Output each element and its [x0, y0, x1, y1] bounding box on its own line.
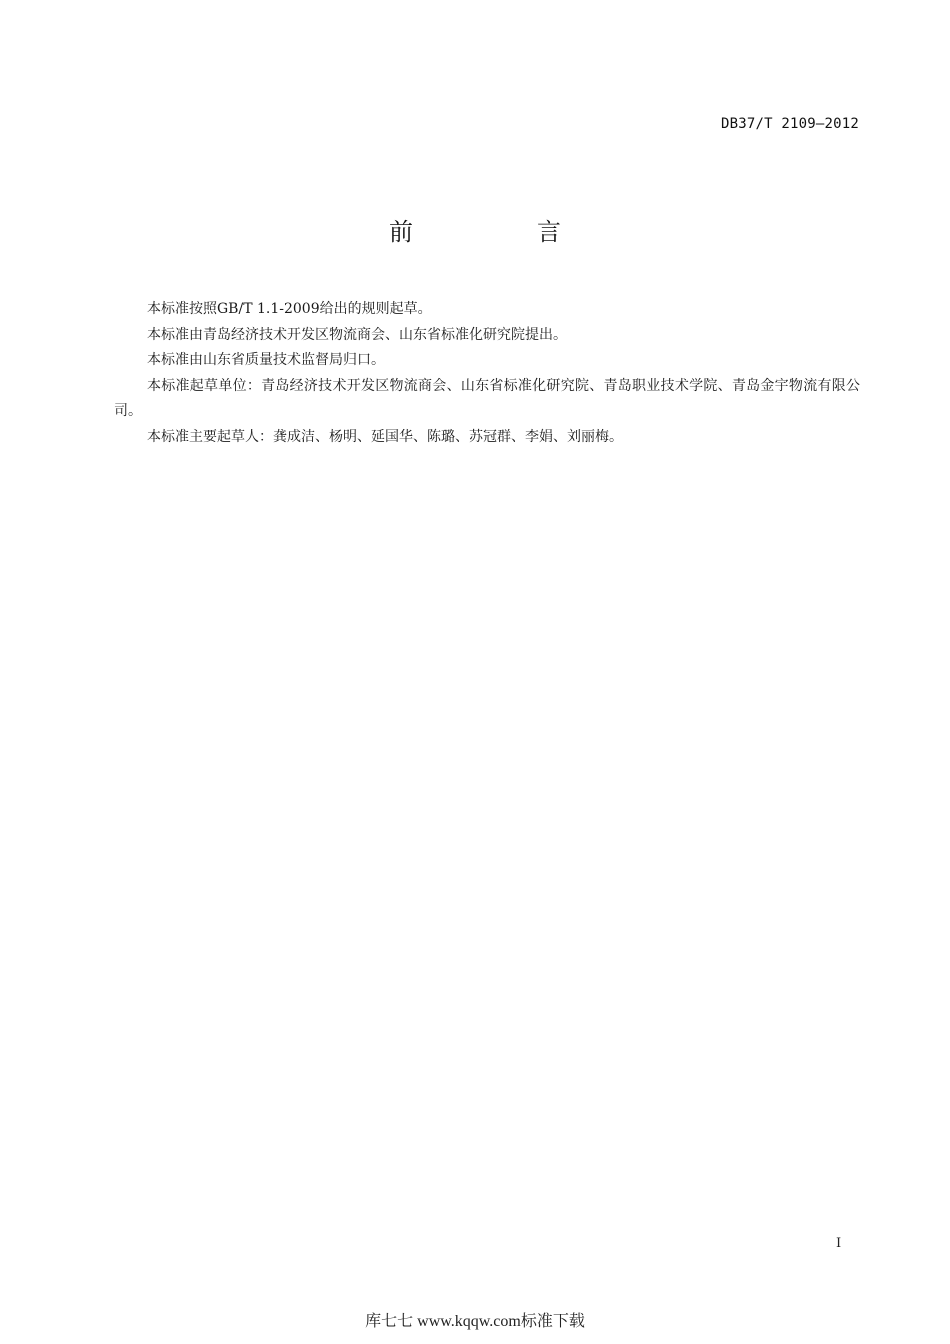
page-title: 前 言 — [389, 218, 611, 246]
document-code: DB37/T 2109—2012 — [720, 116, 859, 132]
paragraph-drafting-units: 本标准起草单位：青岛经济技术开发区物流商会、山东省标准化研究院、青岛职业技术学院、青岛金宇物流有限公司。 — [114, 377, 860, 419]
paragraph-main-drafters: 本标准主要起草人：龚成洁、杨明、延国华、陈璐、苏冠群、李娟、刘丽梅。 — [147, 428, 623, 445]
paragraph-managed-by: 本标准由山东省质量技术监督局归口。 — [147, 352, 385, 368]
page-number: I — [836, 1236, 842, 1251]
watermark-text: 库七七 www.kqqw.com标准下载 — [365, 1313, 585, 1330]
foreword-body — [114, 297, 860, 450]
paragraph-drafting-rules: 本标准按照GB/T 1.1-2009给出的规则起草。 — [147, 301, 432, 317]
paragraph-proposed-by: 本标准由青岛经济技术开发区物流商会、山东省标准化研究院提出。 — [147, 326, 567, 343]
